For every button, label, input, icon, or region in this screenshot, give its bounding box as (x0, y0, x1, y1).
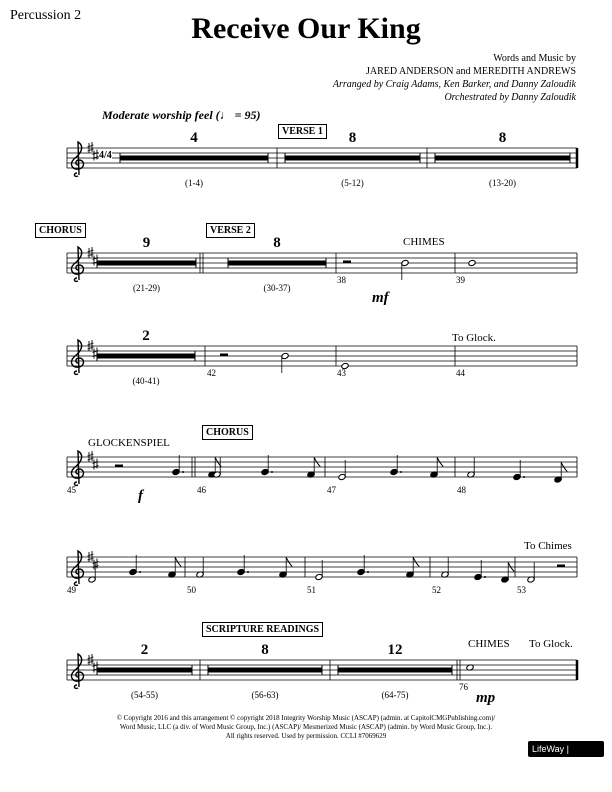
multi-rest-count: 2 (140, 642, 149, 658)
quarter-note-icon: ♩ (219, 108, 232, 122)
tempo-text: Moderate worship feel ( (102, 108, 220, 122)
half-rest (220, 354, 228, 357)
multi-rest-range: (1-4) (185, 178, 203, 188)
measure-number: 44 (456, 368, 465, 378)
multi-rest-range: (54-55) (131, 690, 158, 700)
measure-number: 52 (432, 585, 441, 595)
measure-number: 45 (67, 485, 76, 495)
measure-number: 50 (187, 585, 196, 595)
multi-measure-rest (338, 668, 452, 673)
instrument-to-glock: To Glock. (452, 332, 496, 344)
measure-number: 38 (337, 275, 346, 285)
half-rest (343, 261, 351, 264)
half-rest (115, 465, 123, 468)
copyright-notice (0, 714, 612, 741)
measure-number: 48 (457, 485, 466, 495)
measure-number: 43 (337, 368, 346, 378)
measure-number: 46 (197, 485, 206, 495)
part-name: Percussion 2 (10, 8, 82, 23)
note-dot (182, 471, 184, 473)
tempo-value: = 95) (234, 108, 261, 122)
treble-clef-icon (72, 340, 84, 374)
note-dot (139, 571, 141, 573)
note-dot (484, 576, 486, 578)
multi-rest-count: 8 (261, 642, 269, 658)
rehearsal-chorus-2: CHORUS (202, 425, 253, 440)
multi-measure-rest (435, 156, 570, 161)
key-signature-sharp-icon (88, 654, 94, 665)
key-signature-sharp-icon (88, 340, 94, 351)
multi-measure-rest (228, 261, 326, 266)
multi-rest-range: (30-37) (263, 283, 291, 293)
multi-measure-rest (285, 156, 420, 161)
key-signature-sharp-icon (93, 150, 99, 161)
multi-rest-count: 8 (498, 130, 507, 146)
measure-number: 47 (327, 485, 336, 495)
copyright-line: All rights reserved. Used by permission. CCLI #7069629 (225, 732, 387, 740)
credit-orchestrator: Orchestrated by Danny Zaloudik (444, 92, 576, 103)
measure-number: 76 (459, 682, 468, 692)
key-signature-sharp-icon (88, 142, 94, 153)
measure-number: 39 (456, 275, 465, 285)
multi-rest-count: 9 (142, 235, 151, 251)
multi-rest-count: 12 (387, 642, 403, 658)
multi-measure-rest (208, 668, 322, 673)
multi-measure-rest (97, 261, 196, 266)
half-rest (557, 565, 565, 568)
key-signature-sharp-icon (88, 247, 94, 258)
rehearsal-verse-1: VERSE 1 (278, 124, 327, 139)
instrument-chimes-2: CHIMES (468, 638, 510, 650)
song-title: Receive Our King (191, 12, 421, 45)
note-dot (367, 571, 369, 573)
copyright-line: © Copyright 2016 and this arrangement © copyright 2018 Integrity Worship Music (ASCAP) (admin. at CapitolCMGPublishing.com)/ (116, 714, 496, 722)
rehearsal-chorus: CHORUS (35, 223, 86, 238)
multi-rest-range: (56-63) (251, 690, 279, 700)
credit-arrangers: Arranged by Craig Adams, Ken Barker, and Danny Zaloudik (332, 79, 576, 90)
credit-composers: JARED ANDERSON and MEREDITH ANDREWS (366, 66, 576, 77)
instrument-glockenspiel: GLOCKENSPIEL (88, 437, 170, 449)
multi-measure-rest (120, 156, 268, 161)
key-signature-sharp-icon (88, 551, 94, 562)
instrument-to-glock-2: To Glock. (529, 638, 573, 650)
rehearsal-scripture-readings: SCRIPTURE READINGS (202, 622, 323, 637)
measure-number: 53 (517, 585, 526, 595)
multi-measure-rest (97, 354, 195, 359)
multi-measure-rest (97, 668, 192, 673)
multi-rest-range: (64-75) (381, 690, 409, 700)
key-signature-sharp-icon (88, 451, 94, 462)
credit-line: Words and Music by (493, 53, 576, 64)
treble-clef-icon (72, 451, 84, 485)
lifeway-worship-logo: LifeWay | Worship (528, 741, 604, 757)
measure-number: 49 (67, 585, 76, 595)
note-dot (247, 571, 249, 573)
multi-rest-count: 8 (348, 130, 357, 146)
multi-rest-range: (13-20) (489, 178, 516, 188)
time-signature: 4/4 (99, 150, 112, 161)
multi-rest-count: 2 (142, 328, 150, 344)
treble-clef-icon (72, 247, 84, 281)
dynamic-f: f (138, 488, 143, 504)
multi-rest-range: (40-41) (132, 376, 160, 386)
measure-number: 51 (307, 585, 316, 595)
note-dot (400, 471, 402, 473)
note-dot (271, 471, 273, 473)
note-dot (523, 476, 525, 478)
treble-clef-icon (72, 654, 84, 688)
key-signature-sharp-icon (93, 459, 99, 470)
copyright-line: Word Music, LLC (a div. of Word Music Group, Inc.) (ASCAP)/ Mesmerized Music (ASCAP) (admin. by Word Music Group, Inc.). (119, 723, 493, 731)
measure-number: 42 (207, 368, 216, 378)
multi-rest-count: 4 (190, 130, 198, 146)
instrument-to-chimes: To Chimes (524, 540, 572, 552)
treble-clef-icon (72, 551, 84, 585)
treble-clef-icon (72, 142, 84, 176)
dynamic-mp: mp (476, 690, 496, 706)
dynamic-mf: mf (372, 290, 389, 306)
multi-rest-range: (21-29) (133, 283, 160, 293)
multi-rest-range: (5-12) (341, 178, 364, 188)
note-head (468, 259, 476, 266)
rehearsal-verse-2: VERSE 2 (206, 223, 255, 238)
multi-rest-count: 8 (273, 235, 281, 251)
instrument-chimes: CHIMES (403, 236, 445, 248)
